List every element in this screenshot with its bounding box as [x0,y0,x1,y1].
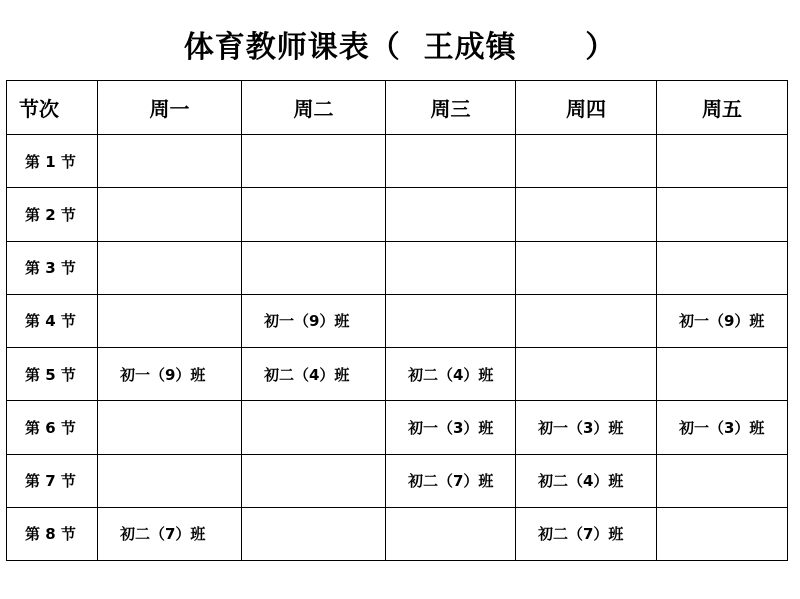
table-row [7,507,788,560]
day-header-mon: 周一 [98,81,242,135]
period-label: 第 7 节 [7,454,98,507]
table-cell [242,454,386,507]
table-cell: 初二（7）班 [386,454,516,507]
table-cell [657,507,788,560]
table-cell [386,507,516,560]
table-row [7,401,788,454]
day-header-fri: 周五 [657,81,788,135]
table-row [7,188,788,241]
table-cell [657,241,788,294]
table-cell [98,241,242,294]
table-cell [98,401,242,454]
day-header-wed: 周三 [386,81,516,135]
table-cell: 初二（7）班 [98,507,242,560]
period-label: 第 5 节 [7,348,98,401]
table-row [7,348,788,401]
table-cell [516,241,657,294]
period-label: 第 1 节 [7,135,98,188]
table-cell [516,188,657,241]
day-header-tue: 周二 [242,81,386,135]
table-row [7,135,788,188]
table-cell [98,294,242,347]
table-cell: 初二（4）班 [386,348,516,401]
day-header-thu: 周四 [516,81,657,135]
table-cell [516,348,657,401]
table-cell [242,188,386,241]
table-cell [98,454,242,507]
table-cell [386,294,516,347]
period-label: 第 6 节 [7,401,98,454]
table-row [7,241,788,294]
table-cell [242,241,386,294]
table-cell [657,454,788,507]
table-cell [98,188,242,241]
table-cell [657,348,788,401]
page-title: 体育教师课表（ 王成镇 ） [183,30,617,65]
period-label: 第 4 节 [7,294,98,347]
header-row [7,81,788,135]
table-cell: 初一（3）班 [657,401,788,454]
table-cell: 初一（9）班 [657,294,788,347]
table-cell [386,135,516,188]
table-cell [516,135,657,188]
table-cell: 初二（7）班 [516,507,657,560]
table-row [7,294,788,347]
period-label: 第 8 节 [7,507,98,560]
table-cell: 初一（9）班 [242,294,386,347]
table-cell [242,401,386,454]
table-row [7,454,788,507]
table-cell [242,507,386,560]
table-cell [386,188,516,241]
table-cell: 初二（4）班 [242,348,386,401]
table-cell [242,135,386,188]
table-cell: 初一（9）班 [98,348,242,401]
table-cell: 初一（3）班 [516,401,657,454]
table-cell [657,188,788,241]
table-cell [516,294,657,347]
table-cell [386,241,516,294]
timetable [6,80,788,561]
period-label: 第 2 节 [7,188,98,241]
period-label: 第 3 节 [7,241,98,294]
table-cell [98,135,242,188]
table-cell [657,135,788,188]
period-column-header: 节次 [7,81,98,135]
table-cell: 初一（3）班 [386,401,516,454]
table-cell: 初二（4）班 [516,454,657,507]
